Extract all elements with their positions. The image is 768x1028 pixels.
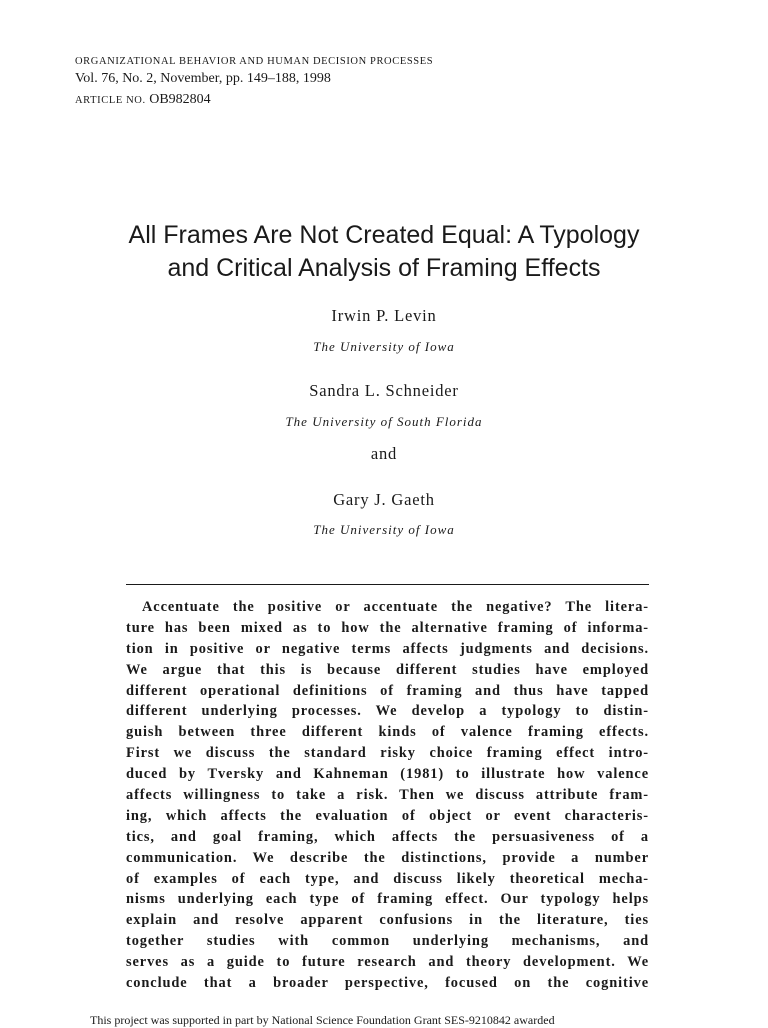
abstract-line: Accentuate the positive or accentuate the negative? The litera-	[142, 599, 649, 615]
author-conjunction: and	[370, 444, 398, 463]
abstract-line: affects willingness to take a risk. Then we discuss attribute fram-	[126, 787, 649, 804]
paper-title	[0, 219, 768, 285]
title-line-2: and Critical Analysis of Framing Effects	[167, 254, 601, 282]
footnote: This project was supported in part by National Science Foundation Grant SES-9210842 awarded	[90, 1013, 555, 1027]
journal-name: ORGANIZATIONAL BEHAVIOR AND HUMAN DECISION PROCESSES	[75, 56, 434, 67]
author-name-2: Sandra L. Schneider	[309, 381, 459, 400]
abstract-line: duced by Tversky and Kahneman (1981) to illustrate how valence	[126, 766, 649, 783]
author-name-1: Irwin P. Levin	[331, 306, 437, 325]
journal-volume: Vol. 76, No. 2, November, pp. 149–188, 1998	[75, 71, 331, 87]
abstract-line: ture has been mixed as to how the alternative framing of informa-	[126, 619, 649, 636]
abstract-line: different underlying processes. We develop a typology to distin-	[126, 703, 649, 720]
abstract-line: guish between three different kinds of valence framing effects.	[126, 724, 649, 741]
author-name-3: Gary J. Gaeth	[333, 490, 435, 509]
article-id: OB982804	[149, 91, 211, 107]
abstract	[126, 597, 649, 994]
abstract-line: nisms underlying each type of framing effect. Our typology helps	[126, 891, 649, 908]
author-affiliation-1: The University of Iowa	[313, 339, 455, 354]
abstract-line: ing, which affects the evaluation of object or event characteris-	[126, 807, 649, 824]
abstract-line: We argue that this is because different studies have employed	[126, 661, 649, 678]
abstract-line: communication. We describe the distinctions, provide a number	[126, 849, 649, 866]
abstract-line: conclude that a broader perspective, focused on the cognitive	[126, 975, 649, 992]
abstract-line: tics, and goal framing, which affects the persuasiveness of a	[126, 828, 649, 845]
abstract-line: different operational definitions of framing and thus have tapped	[126, 682, 649, 699]
article-number	[75, 90, 433, 110]
abstract-line: serves as a guide to future research and theory development. We	[126, 954, 649, 971]
abstract-line: together studies with common underlying mechanisms, and	[126, 933, 649, 950]
journal-header	[75, 54, 433, 110]
author-affiliation-3: The University of Iowa	[313, 522, 455, 537]
abstract-line: tion in positive or negative terms affects judgments and decisions.	[126, 640, 649, 657]
abstract-divider	[126, 584, 649, 585]
article-label: ARTICLE NO.	[75, 94, 146, 106]
title-line-1: All Frames Are Not Created Equal: A Typology	[128, 221, 640, 249]
author-affiliation-2: The University of South Florida	[285, 414, 483, 429]
abstract-line: of examples of each type, and discuss likely theoretical mecha-	[126, 870, 649, 887]
abstract-line: First we discuss the standard risky choice framing effect intro-	[126, 745, 649, 762]
abstract-line: explain and resolve apparent confusions in the literature, ties	[126, 912, 649, 929]
